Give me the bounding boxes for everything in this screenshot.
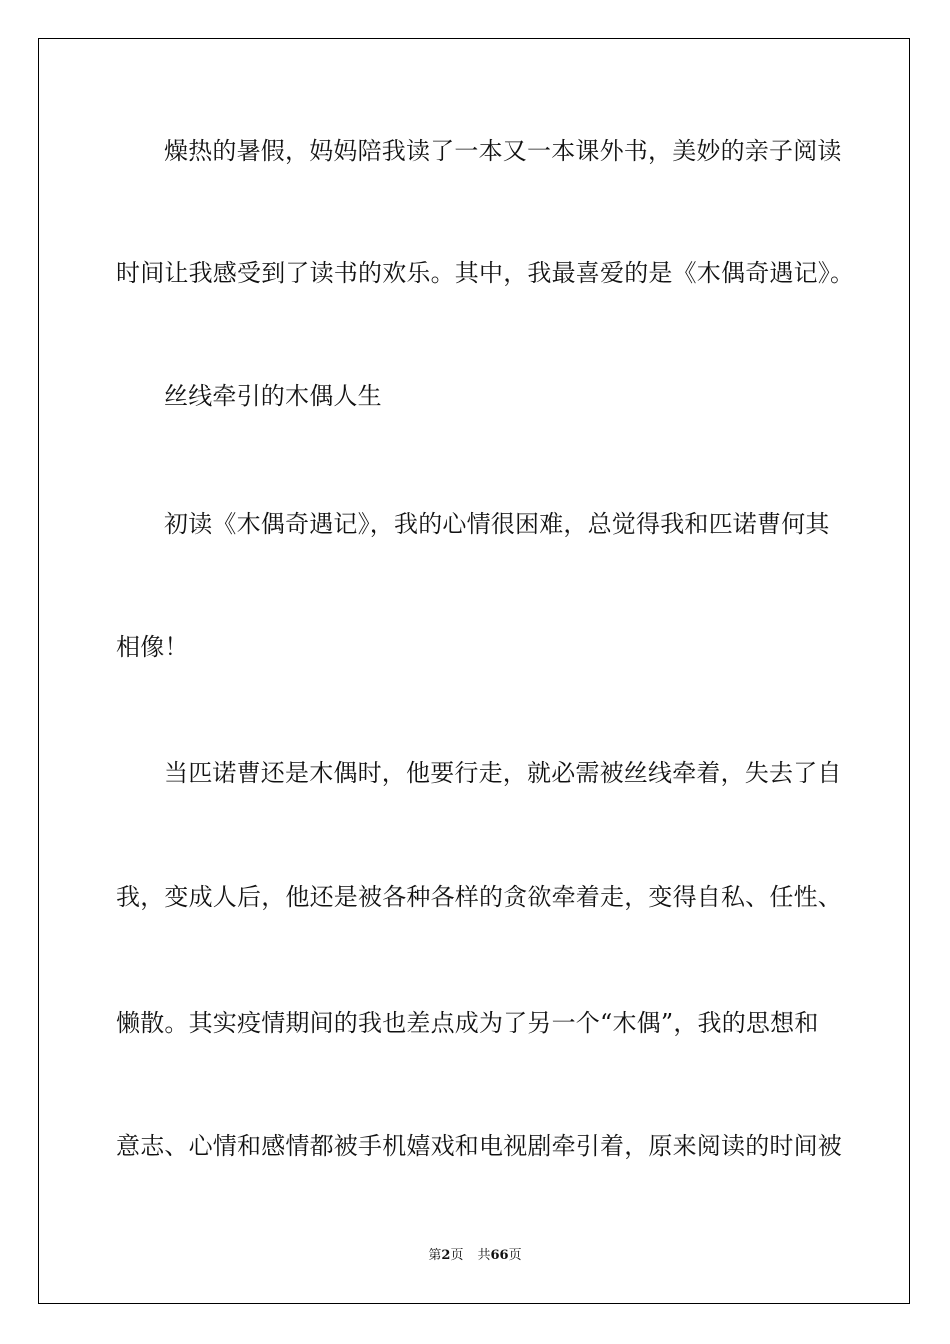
total-pages: 66 <box>490 1248 509 1263</box>
page-border <box>38 38 910 1304</box>
page-suffix: 页 <box>450 1248 464 1263</box>
text-line: 燥热的暑假，妈妈陪我读了一本又一本课外书，美妙的亲子阅读 <box>164 137 842 165</box>
page-footer <box>0 1247 950 1265</box>
text-line: 意志、心情和感情都被手机嬉戏和电视剧牵引着，原来阅读的时间被 <box>116 1132 842 1160</box>
page-prefix: 第 <box>428 1248 442 1263</box>
text-line: 我，变成人后，他还是被各种各样的贪欲牵着走，变得自私、任性、 <box>116 883 842 911</box>
text-line: 懒散。其实疫情期间的我也差点成为了另一个“木偶”，我的思想和 <box>116 1009 819 1037</box>
text-line: 相像！ <box>116 633 189 661</box>
page-number: 2 <box>441 1248 451 1263</box>
section-heading: 丝线牵引的木偶人生 <box>164 382 382 410</box>
text-line: 初读《木偶奇遇记》，我的心情很困难，总觉得我和匹诺曹何其 <box>164 510 830 538</box>
text-line: 时间让我感受到了读书的欢乐。其中，我最喜爱的是《木偶奇遇记》。 <box>116 259 855 287</box>
total-suffix: 页 <box>508 1248 522 1263</box>
text-line: 当匹诺曹还是木偶时，他要行走，就必需被丝线牵着，失去了自 <box>164 759 842 787</box>
total-prefix: 共 <box>477 1248 491 1263</box>
